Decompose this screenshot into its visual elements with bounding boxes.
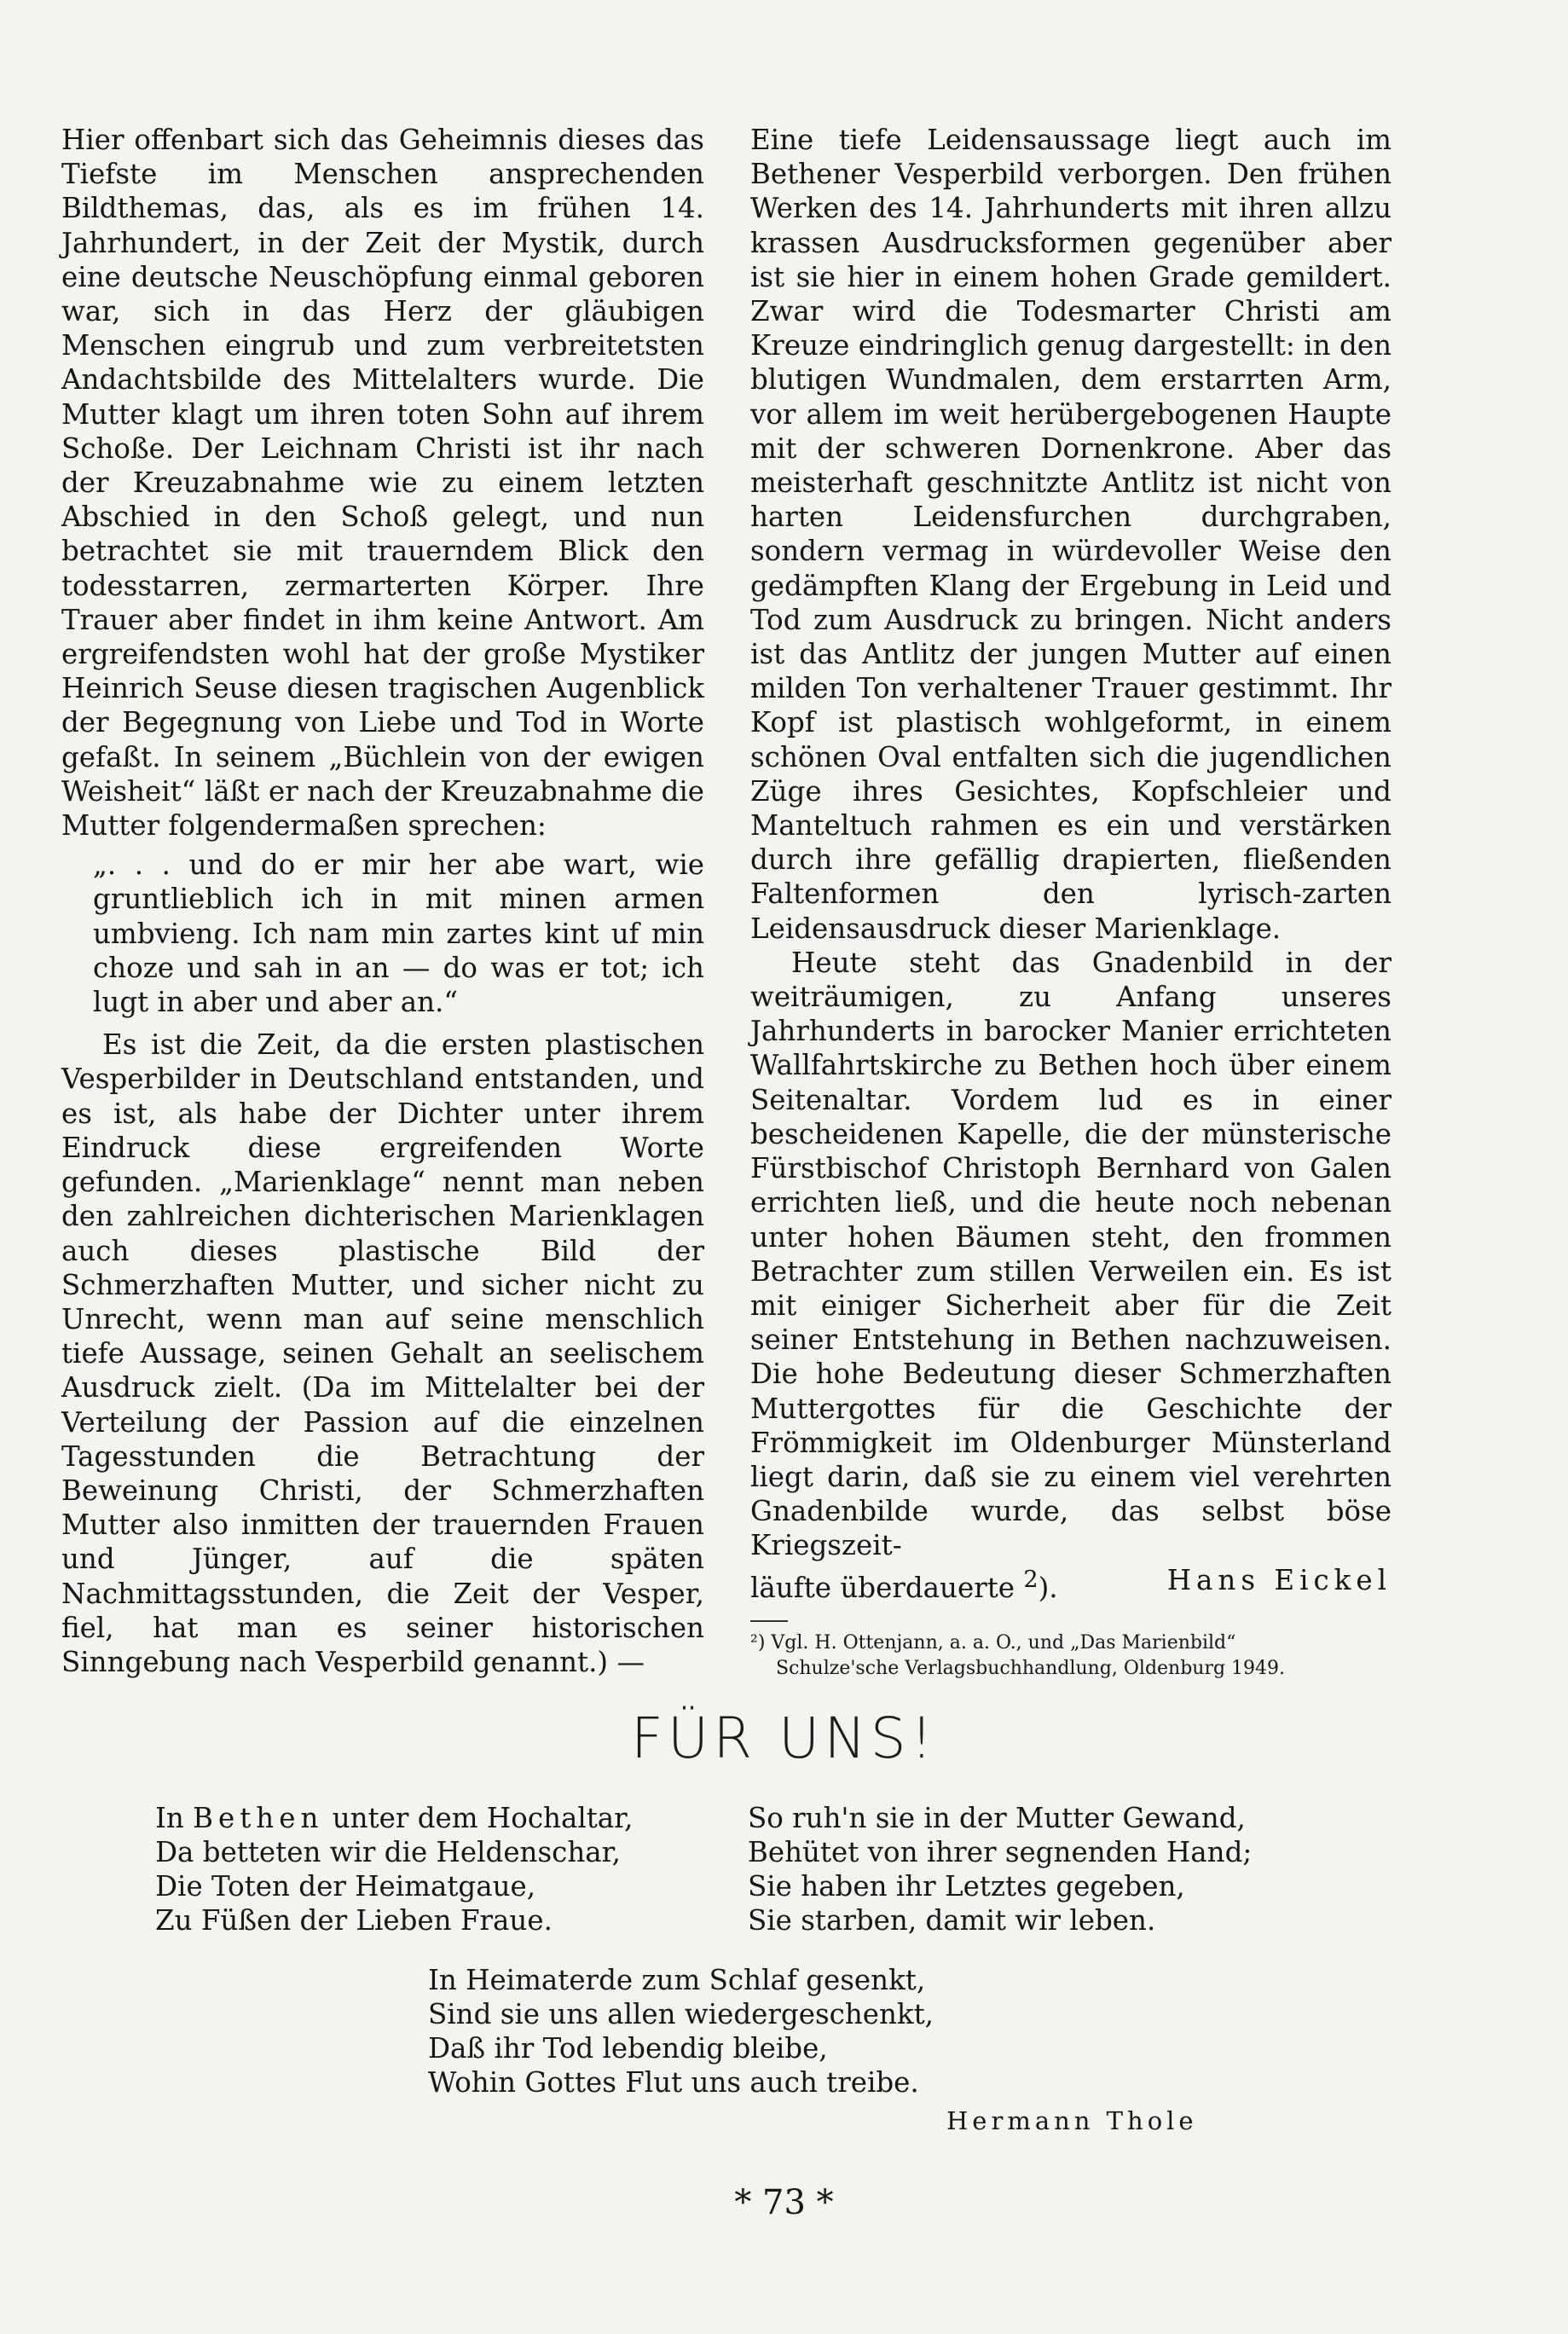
poem-line: Behütet von ihrer segnenden Hand; — [748, 1836, 1253, 1868]
seuse-quote: „. . . und do er mir her abe wart, wie gruntlieblich ich in mit minen armen umbvieng. Ich nam min zartes kint uf min choze und sah in an — do was er tot; ich lugt in aber und aber an.“ — [93, 848, 704, 1019]
poem-line: Zu Füßen der Lieben Fraue. — [155, 1904, 553, 1937]
poem-stanza-2 — [748, 1801, 1252, 1937]
poem-line: Sind sie uns allen wiedergeschenkt, — [428, 1998, 934, 2030]
left-paragraph-2: Es ist die Zeit, da die ersten plastischen Vesperbilder in Deutschland entstanden, und es ist, als habe der Dichter unter ihrem Eindruck diese ergreifenden Worte gefunden. „Marienklage“ nennt man neben den zahlreichen dichterischen Marienklagen auch dieses plastische Bild der Schmerzhaften Mutter, und sicher nicht zu Unrecht, wenn man auf seine menschlich tiefe Aussage, seinen Gehalt an seelischem Ausdruck zielt. (Da im Mittelalter bei der Verteilung der Passion auf die einzelnen Tagesstunden die Betrachtung der Beweinung Christi, der Schmerzhaften Mutter also inmitten der trauernden Frauen und Jünger, auf die späten Nachmittagsstunden, die Zeit der Vesper, fiel, hat man es seiner historischen Sinngebung nach Vesperbild genannt.) — — [61, 1028, 704, 1678]
footnote-divider — [750, 1620, 788, 1622]
poem-title: FÜR UNS! — [630, 1706, 938, 1771]
article-author: Hans Eickel — [1166, 1563, 1392, 1596]
poem-line: In Heimaterde zum Schlaf gesenkt, — [428, 1964, 926, 1996]
poem-stanza-3 — [428, 1963, 934, 2099]
left-paragraph-1: Hier offenbart sich das Geheimnis dieses das Tiefste im Menschen ansprechenden Bildthemas, das, als es im frühen 14. Jahrhundert, in der Zeit der Mystik, durch eine deutsche Neuschöpfung einmal geboren war, sich in das Herz der gläubigen Menschen eingrub und zum verbreitetsten Andachtsbilde des Mittelalters wurde. Die Mutter klagt um ihren toten Sohn auf ihrem Schoße. Der Leichnam Christi ist ihr nach der Kreuzabnahme wie zu einem letzten Abschied in den Schoß gelegt, und nun betrachtet sie mit trauerndem Blick den todesstarren, zermarterten Körper. Ihre Trauer aber findet in ihm keine Antwort. Am ergreifendsten wohl hat der große Mystiker Heinrich Seuse diesen tragischen Augenblick der Begegnung von Liebe und Tod in Worte gefaßt. In seinem „Büchlein von der ewigen Weisheit“ läßt er nach der Kreuzabnahme die Mutter folgendermaßen sprechen: — [61, 124, 704, 843]
poem-line: Sie starben, damit wir leben. — [748, 1904, 1156, 1937]
poem-line: So ruh'n sie in der Mutter Gewand, — [748, 1802, 1246, 1834]
right-paragraph-1: Eine tiefe Leidensaussage liegt auch im Bethener Vesperbild verborgen. Den frühen Werken des 14. Jahrhunderts mit ihren allzu krassen Ausdrucksformen gegenüber aber ist sie hier in einem hohen Grade gemildert. Zwar wird die Todesmarter Christi am Kreuze eindringlich genug dargestellt: in den blutigen Wundmalen, dem erstarrten Arm, vor allem im weit herübergebogenen Haupte mit der schweren Dornenkrone. Aber das meisterhaft geschnitzte Antlitz ist nicht von harten Leidensfurchen durchgraben, sondern vermag in würdevoller Weise den gedämpften Klang der Ergebung in Leid und Tod zum Ausdruck zu bringen. Nicht anders ist das Antlitz der jungen Mutter auf einen milden Ton verhaltener Trauer gestimmt. Ihr Kopf ist plastisch wohlgeformt, in einem schönen Oval entfalten sich die jugendlichen Züge ihres Gesichtes, Kopfschleier und Manteltuch rahmen es ein und verstärken durch ihre gefällig drapierten, fließenden Faltenformen den lyrisch-zarten Leidensausdruck dieser Marienklage. — [750, 124, 1392, 945]
footnote-mark: ²) — [750, 1631, 766, 1653]
poem-stanza-1: In Bethen unter dem Hochaltar, Da betteten wir die Heldenschar, Die Toten der Heimatgaue, Zu Füßen der Lieben Fraue. — [155, 1802, 634, 1937]
right-paragraph-2: Heute steht das Gnadenbild in der weiträumigen, zu Anfang unseres Jahrhunderts in barocker Manier errichteten Wallfahrtskirche zu Bethen hoch über einem Seitenaltar. Vordem lud es in einer bescheidenen Kapelle, die der münsterische Fürstbischof Christoph Bernhard von Galen errichten ließ, und die heute noch nebenan unter hohen Bäumen steht, den frommen Betrachter zum stillen Verweilen ein. Es ist mit einiger Sicherheit aber für die Zeit seiner Entstehung in Bethen nachzuweisen. Die hohe Bedeutung dieser Schmerzhaften Muttergottes für die Geschichte der Frömmigkeit im Oldenburger Münsterland liegt darin, daß sie zu einem viel verehrten Gnadenbilde wurde, das selbst böse Kriegszeit- — [750, 946, 1392, 1562]
page-number: * 73 * — [734, 2183, 834, 2222]
footnote: ²) Vgl. H. Ottenjann, a. a. O., und „Das Marienbild“ Schulze'sche Verlagsbuchhandlung, Oldenburg 1949. — [750, 1631, 1286, 1679]
poem-line: Sie haben ihr Letztes gegeben, — [748, 1870, 1185, 1903]
poem-line: Daß ihr Tod lebendig bleibe, — [428, 2032, 828, 2065]
right-column — [750, 123, 1392, 1682]
poem-line: Da betteten wir die Heldenschar, — [155, 1836, 621, 1868]
closing-text: läufte überdauerte $^2$). — [750, 1566, 1058, 1604]
left-column — [61, 123, 704, 1679]
footnote-reference: 2 — [1023, 1566, 1039, 1593]
poem-line: In — [155, 1802, 194, 1834]
poem-line: Die Toten der Heimatgaue, — [155, 1870, 536, 1903]
poem-line: Wohin Gottes Flut uns auch treibe. — [428, 2066, 919, 2099]
place-name-bethen: Bethen — [193, 1802, 324, 1834]
poem-author: Hermann Thole — [946, 2106, 1198, 2135]
article-signature-line — [750, 1563, 1392, 1605]
